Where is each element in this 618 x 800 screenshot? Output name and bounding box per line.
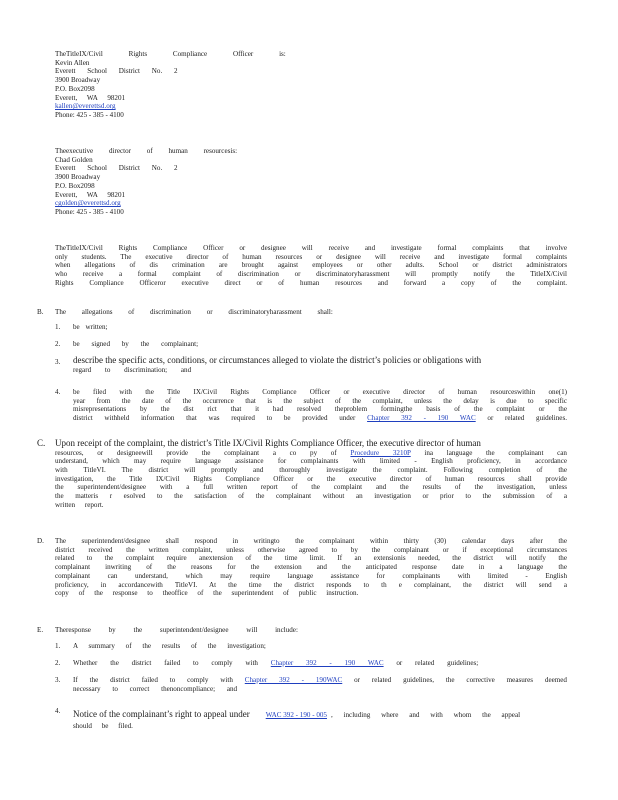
list-item-text: misrepresentations by the dist rict that it had resolved theproblem formingthe basis of the complaint or the (73, 405, 567, 414)
list-item (73, 676, 567, 693)
hr-director-contact (55, 147, 567, 217)
list-item-text-part: , including where and with whom the appeal (330, 711, 521, 719)
section-d-line: complainant inwriting of the reasons for the extension and the anticipated response date in a language the (55, 563, 567, 572)
list-item-text: year from the date of the occurrence that is the subject of the complaint, unless the delay is due to specific (73, 396, 567, 405)
section-d-line: The superintendent/designee shall respond in writingto the complainant within thirty (30) calendar days after the (55, 537, 567, 545)
director-city: Everett, WA 98201 (55, 190, 126, 199)
intro-line: TheTitleIX/Civil Rights Compliance Officer or designee will receive and investigate formal complaints that involve (55, 244, 567, 252)
list-item (73, 704, 567, 731)
chapter-392-190-wac-link[interactable]: Chapter 392 - 190 WAC (270, 659, 384, 667)
list-item-text: should be filed. (73, 722, 133, 730)
list-item-text-part: or related guidelines, the corrective measures deemed (354, 676, 567, 684)
list-item-text-part: or related guidelines. (487, 414, 567, 423)
list-item-text (73, 659, 567, 668)
list-number: 1. (55, 323, 61, 331)
section-e-intro (55, 626, 567, 635)
section-c-line: investigation, the Title IX/Civil Rights Compliance Officer or the executive director of human resources shall provide (55, 474, 567, 483)
list-item-text-part: Notice of the complainant’s right to appeal under (73, 709, 250, 719)
list-item (73, 355, 567, 374)
list-item-text: be filed with the Title IX/Civil Rights Compliance Officer or executive director of human resourceswithin one(1) (73, 388, 567, 396)
section-e-text: Theresponse by the superintendent/designee will include: (55, 626, 298, 634)
section-d-letter: D. (37, 537, 44, 545)
director-heading: Theexecutive director of human resourcesis: (55, 147, 238, 155)
list-item-text-part: district withheld information that was required to be provided under (73, 414, 356, 423)
section-c-line: Upon receipt of the complaint, the district’s Title IX/Civil Rights Compliance Officer, the executive director of human (55, 438, 481, 448)
section-c-line: understand, which may require language assistance for complainants with limited - English proficiency, in accordance (55, 457, 567, 466)
section-e-letter: E. (37, 626, 44, 634)
intro-line: Rights Compliance Officeror executive direct or of human resources and forward a copy of the complaint. (55, 278, 567, 287)
list-number: 1. (55, 642, 61, 650)
titleix-officer-contact (55, 50, 567, 120)
director-org: Everett School District No. 2 (55, 164, 178, 173)
section-d-line: related to the complaint require anextension of the time limit. If an extensionis needed, the district will notify the (55, 554, 567, 563)
list-item-text (73, 704, 567, 722)
list-item-text-part: If the district failed to comply with (73, 676, 233, 684)
director-email-link[interactable]: cgolden@everettsd.org (55, 199, 121, 208)
list-item-text: necessary to correct thenoncompliance; and (73, 684, 238, 693)
intro-line: only students. The executive director of human resources or designee will receive and investigate formal complaints (55, 252, 567, 261)
wac-392-190-005-link[interactable]: WAC 392 - 190 - 005 (265, 711, 327, 719)
list-number: 4. (55, 388, 61, 396)
intro-paragraph (55, 244, 567, 288)
list-item-text: describe the specific acts, conditions, or circumstances alleged to violate the district’s policies or obligations with (73, 355, 482, 365)
list-item-text (73, 414, 567, 423)
list-item (73, 659, 567, 668)
section-d-line: copy of the response to theoffice of the superintendent of public instruction. (55, 589, 359, 598)
director-name: Chad Golden (55, 155, 93, 164)
section-b-intro (55, 308, 567, 317)
section-c-line (55, 449, 567, 458)
list-item-text: regard to discrimination; and (73, 365, 192, 374)
officer-pobox: P.O. Box2098 (55, 84, 95, 93)
section-d-line: complainant can understand, which may require language assistance for complainants with limited - English (55, 571, 567, 580)
section-d-line: district received the written complaint, unless otherwise agreed to by the complainant or if exceptional circumstances (55, 545, 567, 554)
officer-city: Everett, WA 98201 (55, 93, 126, 102)
section-c-line: written report. (55, 500, 104, 509)
list-item-text-part: or related guidelines; (396, 659, 479, 667)
officer-phone: Phone: 425 - 385 - 4100 (55, 110, 124, 119)
section-c-line: the superintendent/designee with a full written report of the complaint and the results of the investigation, unless (55, 483, 567, 492)
procedure-3210p-link[interactable]: Procedure 3210P (350, 448, 411, 457)
intro-line: when allegations of dis crimination are brought against employees or other adults. School or district administrators (55, 261, 567, 270)
list-number: 2. (55, 340, 61, 348)
director-pobox: P.O. Box2098 (55, 181, 95, 190)
director-phone: Phone: 425 - 385 - 4100 (55, 207, 124, 216)
section-b-letter: B. (37, 308, 44, 316)
list-item (73, 323, 567, 332)
list-item-text (73, 676, 567, 685)
section-c-paragraph (55, 438, 567, 509)
officer-street: 3900 Broadway (55, 76, 101, 85)
section-d-paragraph (55, 537, 567, 598)
list-item (73, 642, 567, 651)
list-item-text: A summary of the results of the investigation; (73, 642, 266, 650)
list-item-text-part: Whether the district failed to comply with (73, 659, 258, 667)
chapter-392-190-wac-link[interactable]: Chapter 392 - 190 WAC (367, 414, 476, 423)
list-item (73, 340, 567, 349)
list-item-text: be signed by the complainant; (73, 340, 199, 348)
section-c-line: the matteris r esolved to the satisfaction of the complainant without an investigation or prior to the submission of a (55, 492, 567, 501)
section-c-letter: C. (37, 438, 46, 448)
list-number: 3. (55, 676, 61, 684)
list-number: 2. (55, 659, 61, 667)
chapter-392-190-wac-link[interactable]: Chapter 392 - 190WAC (244, 676, 343, 684)
list-item (73, 388, 567, 423)
officer-org: Everett School District No. 2 (55, 67, 178, 76)
section-c-text-part: ina language the complainant can (424, 448, 567, 457)
section-b-text: The allegations of discrimination or discriminatoryharassment shall: (55, 308, 333, 316)
officer-heading: TheTitleIX/Civil Rights Compliance Officer is: (55, 50, 286, 58)
list-number: 4. (55, 707, 61, 715)
section-c-line: with TitleVI. The district will promptly and thoroughly investigate the complaint. Following completion of the (55, 465, 567, 474)
list-item-text: be written; (73, 323, 108, 331)
officer-email-link[interactable]: kallen@everettsd.org (55, 102, 116, 111)
section-d-line: proficiency, in accordancewith TitleVI. At the time the district responds to th e complainant, the district will send a (55, 580, 567, 589)
director-street: 3900 Broadway (55, 173, 101, 182)
list-number: 3. (55, 358, 61, 366)
section-c-text-part: resources, or designeewill provide the complainant a co py of (55, 448, 337, 457)
officer-name: Kevin Allen (55, 58, 90, 67)
intro-line: who receive a formal complaint of discrimination or discriminatoryharassment will promptly notify the TitleIX/Civil (55, 270, 567, 279)
